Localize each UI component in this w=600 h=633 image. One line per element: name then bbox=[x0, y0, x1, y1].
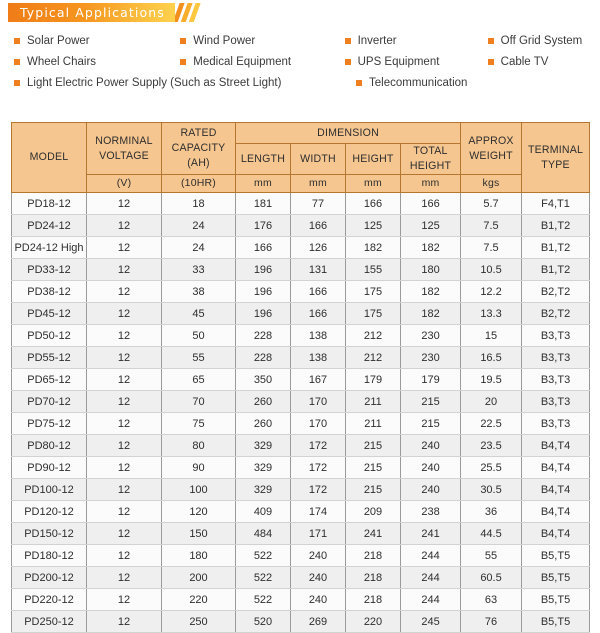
cell-weight: 16.5 bbox=[461, 347, 522, 369]
header-rated-capacity-line3: (AH) bbox=[187, 157, 210, 169]
cell-total-height: 230 bbox=[401, 347, 461, 369]
cell-width: 166 bbox=[291, 281, 346, 303]
cell-model: PD250-12 bbox=[12, 611, 87, 633]
cell-model: PD80-12 bbox=[12, 435, 87, 457]
cell-total-height: 238 bbox=[401, 501, 461, 523]
cell-voltage: 12 bbox=[87, 215, 162, 237]
cell-height: 212 bbox=[346, 325, 401, 347]
application-label: Wind Power bbox=[193, 34, 256, 47]
cell-terminal: B1,T2 bbox=[522, 259, 590, 281]
application-label: UPS Equipment bbox=[357, 55, 440, 68]
banner-title: Typical Applications bbox=[20, 5, 165, 20]
cell-length: 196 bbox=[236, 303, 291, 325]
table-row bbox=[12, 391, 590, 413]
cell-weight: 25.5 bbox=[461, 457, 522, 479]
table-row bbox=[12, 259, 590, 281]
cell-width: 77 bbox=[291, 193, 346, 215]
cell-length: 329 bbox=[236, 435, 291, 457]
bullet-square-icon bbox=[345, 38, 351, 44]
cell-capacity: 24 bbox=[162, 215, 236, 237]
table-row bbox=[12, 567, 590, 589]
cell-model: PD24-12 High bbox=[12, 237, 87, 259]
cell-voltage: 12 bbox=[87, 237, 162, 259]
table-row bbox=[12, 369, 590, 391]
unit-height: mm bbox=[346, 175, 401, 193]
cell-total-height: 182 bbox=[401, 281, 461, 303]
application-label: Off Grid System bbox=[500, 34, 583, 47]
header-dimension-group: DIMENSION bbox=[236, 123, 461, 144]
cell-height: 215 bbox=[346, 435, 401, 457]
header-nominal-voltage bbox=[87, 123, 162, 175]
cell-terminal: B4,T4 bbox=[522, 457, 590, 479]
cell-weight: 7.5 bbox=[461, 215, 522, 237]
cell-weight: 7.5 bbox=[461, 237, 522, 259]
header-height: HEIGHT bbox=[346, 144, 401, 175]
cell-length: 520 bbox=[236, 611, 291, 633]
cell-weight: 13.3 bbox=[461, 303, 522, 325]
cell-height: 220 bbox=[346, 611, 401, 633]
cell-weight: 36 bbox=[461, 501, 522, 523]
cell-length: 166 bbox=[236, 237, 291, 259]
cell-terminal: B5,T5 bbox=[522, 611, 590, 633]
application-label: Cable TV bbox=[500, 55, 549, 68]
cell-terminal: B3,T3 bbox=[522, 391, 590, 413]
cell-length: 522 bbox=[236, 545, 291, 567]
applications-row bbox=[14, 51, 594, 72]
header-model: MODEL bbox=[12, 123, 87, 193]
cell-capacity: 50 bbox=[162, 325, 236, 347]
cell-capacity: 100 bbox=[162, 479, 236, 501]
cell-total-height: 244 bbox=[401, 567, 461, 589]
application-label: Wheel Chairs bbox=[27, 55, 97, 68]
cell-terminal: B2,T2 bbox=[522, 303, 590, 325]
cell-capacity: 180 bbox=[162, 545, 236, 567]
cell-voltage: 12 bbox=[87, 413, 162, 435]
cell-model: PD200-12 bbox=[12, 567, 87, 589]
cell-height: 211 bbox=[346, 413, 401, 435]
cell-voltage: 12 bbox=[87, 369, 162, 391]
cell-width: 174 bbox=[291, 501, 346, 523]
header-total-height-line2: HEIGHT bbox=[409, 160, 452, 172]
cell-length: 196 bbox=[236, 281, 291, 303]
cell-capacity: 75 bbox=[162, 413, 236, 435]
cell-model: PD180-12 bbox=[12, 545, 87, 567]
cell-height: 241 bbox=[346, 523, 401, 545]
cell-terminal: B1,T2 bbox=[522, 215, 590, 237]
application-item bbox=[345, 35, 488, 47]
cell-capacity: 33 bbox=[162, 259, 236, 281]
cell-capacity: 65 bbox=[162, 369, 236, 391]
application-item bbox=[345, 56, 488, 68]
cell-terminal: B5,T5 bbox=[522, 567, 590, 589]
application-item bbox=[180, 35, 344, 47]
section-banner bbox=[8, 3, 201, 22]
table-row bbox=[12, 479, 590, 501]
cell-length: 176 bbox=[236, 215, 291, 237]
cell-model: PD50-12 bbox=[12, 325, 87, 347]
unit-weight: kgs bbox=[461, 175, 522, 193]
cell-terminal: B4,T4 bbox=[522, 479, 590, 501]
cell-height: 179 bbox=[346, 369, 401, 391]
header-approx-weight-line2: WEIGHT bbox=[469, 149, 513, 162]
header-rated-capacity-line2: CAPACITY bbox=[171, 142, 226, 154]
cell-model: PD24-12 bbox=[12, 215, 87, 237]
cell-length: 260 bbox=[236, 391, 291, 413]
cell-width: 240 bbox=[291, 545, 346, 567]
cell-terminal: B5,T5 bbox=[522, 545, 590, 567]
bullet-square-icon bbox=[14, 59, 20, 65]
unit-width: mm bbox=[291, 175, 346, 193]
cell-total-height: 125 bbox=[401, 215, 461, 237]
cell-weight: 44.5 bbox=[461, 523, 522, 545]
cell-capacity: 220 bbox=[162, 589, 236, 611]
cell-width: 240 bbox=[291, 567, 346, 589]
cell-width: 170 bbox=[291, 391, 346, 413]
cell-length: 350 bbox=[236, 369, 291, 391]
table-row bbox=[12, 523, 590, 545]
cell-model: PD75-12 bbox=[12, 413, 87, 435]
bullet-square-icon bbox=[488, 38, 494, 44]
cell-height: 175 bbox=[346, 303, 401, 325]
cell-weight: 19.5 bbox=[461, 369, 522, 391]
header-terminal-type bbox=[522, 123, 590, 193]
cell-model: PD33-12 bbox=[12, 259, 87, 281]
cell-total-height: 244 bbox=[401, 545, 461, 567]
table-row bbox=[12, 325, 590, 347]
cell-length: 329 bbox=[236, 479, 291, 501]
cell-weight: 20 bbox=[461, 391, 522, 413]
cell-voltage: 12 bbox=[87, 325, 162, 347]
header-approx-weight bbox=[461, 123, 522, 175]
cell-voltage: 12 bbox=[87, 347, 162, 369]
cell-voltage: 12 bbox=[87, 501, 162, 523]
table-row bbox=[12, 501, 590, 523]
cell-voltage: 12 bbox=[87, 391, 162, 413]
cell-voltage: 12 bbox=[87, 567, 162, 589]
cell-height: 211 bbox=[346, 391, 401, 413]
table-row bbox=[12, 347, 590, 369]
cell-terminal: F4,T1 bbox=[522, 193, 590, 215]
cell-voltage: 12 bbox=[87, 259, 162, 281]
cell-capacity: 90 bbox=[162, 457, 236, 479]
cell-total-height: 179 bbox=[401, 369, 461, 391]
bullet-square-icon bbox=[180, 59, 186, 65]
cell-terminal: B1,T2 bbox=[522, 237, 590, 259]
cell-length: 260 bbox=[236, 413, 291, 435]
cell-capacity: 120 bbox=[162, 501, 236, 523]
cell-total-height: 240 bbox=[401, 435, 461, 457]
cell-length: 522 bbox=[236, 589, 291, 611]
banner-stripes-icon bbox=[175, 3, 201, 22]
cell-height: 175 bbox=[346, 281, 401, 303]
cell-height: 215 bbox=[346, 457, 401, 479]
cell-total-height: 245 bbox=[401, 611, 461, 633]
cell-weight: 5.7 bbox=[461, 193, 522, 215]
cell-height: 166 bbox=[346, 193, 401, 215]
cell-model: PD100-12 bbox=[12, 479, 87, 501]
application-item bbox=[488, 35, 594, 47]
bullet-square-icon bbox=[356, 80, 362, 86]
table-row bbox=[12, 281, 590, 303]
applications-list bbox=[14, 30, 594, 93]
cell-capacity: 70 bbox=[162, 391, 236, 413]
cell-weight: 22.5 bbox=[461, 413, 522, 435]
cell-weight: 60.5 bbox=[461, 567, 522, 589]
bullet-square-icon bbox=[488, 59, 494, 65]
cell-total-height: 166 bbox=[401, 193, 461, 215]
cell-width: 138 bbox=[291, 347, 346, 369]
cell-voltage: 12 bbox=[87, 589, 162, 611]
cell-weight: 30.5 bbox=[461, 479, 522, 501]
cell-terminal: B3,T3 bbox=[522, 369, 590, 391]
cell-voltage: 12 bbox=[87, 545, 162, 567]
cell-weight: 63 bbox=[461, 589, 522, 611]
application-item bbox=[14, 35, 180, 47]
cell-capacity: 18 bbox=[162, 193, 236, 215]
cell-width: 171 bbox=[291, 523, 346, 545]
cell-model: PD55-12 bbox=[12, 347, 87, 369]
bullet-square-icon bbox=[14, 80, 20, 86]
cell-weight: 23.5 bbox=[461, 435, 522, 457]
cell-model: PD18-12 bbox=[12, 193, 87, 215]
cell-weight: 10.5 bbox=[461, 259, 522, 281]
cell-width: 170 bbox=[291, 413, 346, 435]
cell-width: 240 bbox=[291, 589, 346, 611]
table-row bbox=[12, 193, 590, 215]
application-label: Solar Power bbox=[27, 34, 90, 47]
cell-height: 155 bbox=[346, 259, 401, 281]
specification-table-body bbox=[12, 193, 590, 633]
table-row bbox=[12, 237, 590, 259]
cell-width: 172 bbox=[291, 435, 346, 457]
header-nominal-voltage-line1: NORMINAL bbox=[95, 134, 153, 147]
cell-length: 522 bbox=[236, 567, 291, 589]
cell-height: 212 bbox=[346, 347, 401, 369]
cell-length: 484 bbox=[236, 523, 291, 545]
table-row bbox=[12, 413, 590, 435]
cell-capacity: 250 bbox=[162, 611, 236, 633]
unit-total-height: mm bbox=[401, 175, 461, 193]
application-item bbox=[488, 56, 594, 68]
cell-terminal: B4,T4 bbox=[522, 523, 590, 545]
cell-terminal: B2,T2 bbox=[522, 281, 590, 303]
application-item bbox=[14, 77, 356, 89]
cell-length: 228 bbox=[236, 347, 291, 369]
header-terminal-type-line2: TYPE bbox=[541, 158, 570, 171]
specification-table bbox=[11, 122, 590, 633]
application-item bbox=[356, 77, 504, 89]
cell-terminal: B3,T3 bbox=[522, 347, 590, 369]
cell-voltage: 12 bbox=[87, 457, 162, 479]
table-row bbox=[12, 545, 590, 567]
cell-width: 269 bbox=[291, 611, 346, 633]
cell-model: PD65-12 bbox=[12, 369, 87, 391]
table-row bbox=[12, 457, 590, 479]
cell-capacity: 150 bbox=[162, 523, 236, 545]
unit-length: mm bbox=[236, 175, 291, 193]
application-label: Light Electric Power Supply (Such as Street Light) bbox=[27, 76, 282, 89]
specification-table-container bbox=[11, 122, 589, 633]
header-total-height-line1: TOTAL bbox=[413, 145, 448, 157]
cell-voltage: 12 bbox=[87, 281, 162, 303]
cell-length: 329 bbox=[236, 457, 291, 479]
applications-row bbox=[14, 72, 594, 93]
table-header-row-1 bbox=[12, 123, 590, 144]
cell-voltage: 12 bbox=[87, 611, 162, 633]
cell-voltage: 12 bbox=[87, 435, 162, 457]
cell-model: PD45-12 bbox=[12, 303, 87, 325]
cell-model: PD90-12 bbox=[12, 457, 87, 479]
cell-total-height: 215 bbox=[401, 391, 461, 413]
header-rated-capacity bbox=[162, 123, 236, 175]
cell-capacity: 55 bbox=[162, 347, 236, 369]
cell-total-height: 230 bbox=[401, 325, 461, 347]
unit-voltage: (V) bbox=[87, 175, 162, 193]
header-length: LENGTH bbox=[236, 144, 291, 175]
cell-width: 172 bbox=[291, 479, 346, 501]
cell-voltage: 12 bbox=[87, 479, 162, 501]
cell-terminal: B5,T5 bbox=[522, 589, 590, 611]
cell-total-height: 240 bbox=[401, 457, 461, 479]
cell-weight: 15 bbox=[461, 325, 522, 347]
application-item bbox=[14, 56, 180, 68]
banner-gradient bbox=[8, 3, 175, 22]
cell-capacity: 80 bbox=[162, 435, 236, 457]
cell-capacity: 45 bbox=[162, 303, 236, 325]
cell-height: 125 bbox=[346, 215, 401, 237]
header-total-height bbox=[401, 144, 461, 175]
cell-terminal: B3,T3 bbox=[522, 325, 590, 347]
cell-total-height: 180 bbox=[401, 259, 461, 281]
cell-length: 181 bbox=[236, 193, 291, 215]
cell-model: PD38-12 bbox=[12, 281, 87, 303]
applications-row bbox=[14, 30, 594, 51]
cell-capacity: 24 bbox=[162, 237, 236, 259]
application-label: Inverter bbox=[357, 34, 397, 47]
cell-weight: 12.2 bbox=[461, 281, 522, 303]
cell-total-height: 182 bbox=[401, 303, 461, 325]
cell-width: 167 bbox=[291, 369, 346, 391]
cell-length: 228 bbox=[236, 325, 291, 347]
table-row bbox=[12, 611, 590, 633]
cell-width: 166 bbox=[291, 303, 346, 325]
application-label: Medical Equipment bbox=[193, 55, 292, 68]
header-nominal-voltage-line2: VOLTAGE bbox=[99, 149, 149, 162]
cell-terminal: B4,T4 bbox=[522, 435, 590, 457]
header-approx-weight-line1: APPROX bbox=[468, 134, 514, 147]
cell-height: 182 bbox=[346, 237, 401, 259]
table-row bbox=[12, 303, 590, 325]
cell-width: 126 bbox=[291, 237, 346, 259]
cell-height: 215 bbox=[346, 479, 401, 501]
cell-voltage: 12 bbox=[87, 523, 162, 545]
cell-width: 131 bbox=[291, 259, 346, 281]
cell-height: 218 bbox=[346, 567, 401, 589]
cell-capacity: 38 bbox=[162, 281, 236, 303]
cell-width: 166 bbox=[291, 215, 346, 237]
cell-terminal: B4,T4 bbox=[522, 501, 590, 523]
cell-weight: 55 bbox=[461, 545, 522, 567]
cell-total-height: 240 bbox=[401, 479, 461, 501]
bullet-square-icon bbox=[14, 38, 20, 44]
table-row bbox=[12, 215, 590, 237]
cell-model: PD220-12 bbox=[12, 589, 87, 611]
cell-height: 209 bbox=[346, 501, 401, 523]
cell-height: 218 bbox=[346, 589, 401, 611]
table-header-units-row bbox=[12, 175, 590, 193]
cell-length: 196 bbox=[236, 259, 291, 281]
cell-terminal: B3,T3 bbox=[522, 413, 590, 435]
cell-width: 172 bbox=[291, 457, 346, 479]
cell-model: PD120-12 bbox=[12, 501, 87, 523]
application-label: Telecommunication bbox=[369, 76, 468, 89]
cell-capacity: 200 bbox=[162, 567, 236, 589]
application-item bbox=[180, 56, 344, 68]
cell-voltage: 12 bbox=[87, 303, 162, 325]
table-row bbox=[12, 435, 590, 457]
cell-voltage: 12 bbox=[87, 193, 162, 215]
header-rated-capacity-line1: RATED bbox=[180, 127, 217, 139]
cell-model: PD70-12 bbox=[12, 391, 87, 413]
cell-weight: 76 bbox=[461, 611, 522, 633]
cell-model: PD150-12 bbox=[12, 523, 87, 545]
header-width: WIDTH bbox=[291, 144, 346, 175]
bullet-square-icon bbox=[345, 59, 351, 65]
cell-total-height: 215 bbox=[401, 413, 461, 435]
cell-total-height: 244 bbox=[401, 589, 461, 611]
bullet-square-icon bbox=[180, 38, 186, 44]
cell-total-height: 182 bbox=[401, 237, 461, 259]
cell-length: 409 bbox=[236, 501, 291, 523]
cell-total-height: 241 bbox=[401, 523, 461, 545]
unit-capacity: (10HR) bbox=[162, 175, 236, 193]
cell-height: 218 bbox=[346, 545, 401, 567]
header-terminal-type-line1: TERMINAL bbox=[527, 143, 584, 156]
cell-width: 138 bbox=[291, 325, 346, 347]
